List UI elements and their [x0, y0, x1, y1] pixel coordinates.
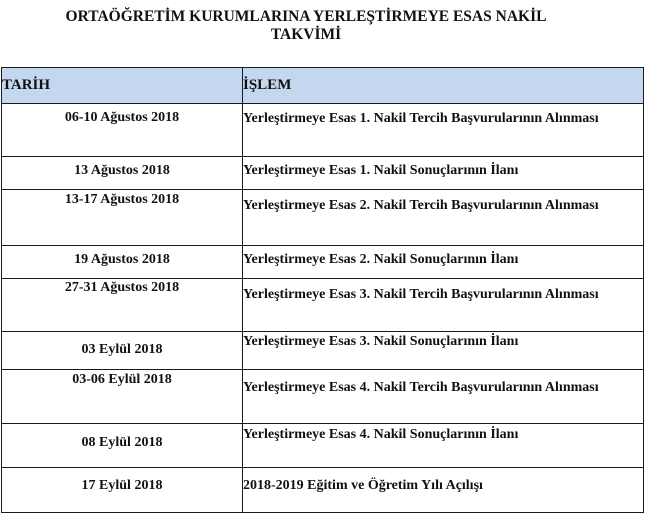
table-row — [2, 157, 644, 190]
date-cell: 03 Eylül 2018 — [2, 332, 243, 370]
date-cell: 06-10 Ağustos 2018 — [2, 104, 243, 157]
date-cell: 17 Eylül 2018 — [2, 468, 243, 513]
document-title-line-1: ORTAÖĞRETİM KURUMLARINA YERLEŞTİRMEYE ESAS NAKİL — [65, 8, 547, 25]
table-row — [2, 468, 644, 513]
document-title — [40, 8, 572, 44]
date-cell: 19 Ağustos 2018 — [2, 246, 243, 279]
operation-cell: Yerleştirmeye Esas 1. Nakil Sonuçlarının İlanı — [243, 157, 644, 190]
table-row — [2, 104, 644, 157]
table-row — [2, 424, 644, 468]
column-header-date: TARİH — [2, 68, 243, 104]
operation-cell: Yerleştirmeye Esas 4. Nakil Tercih Başvurularının Alınması — [243, 370, 644, 424]
date-cell: 13 Ağustos 2018 — [2, 157, 243, 190]
table-header-row — [2, 68, 644, 104]
table-row — [2, 279, 644, 332]
date-cell: 03-06 Eylül 2018 — [2, 370, 243, 424]
operation-cell: Yerleştirmeye Esas 2. Nakil Sonuçlarının İlanı — [243, 246, 644, 279]
table-row — [2, 190, 644, 246]
operation-cell: Yerleştirmeye Esas 2. Nakil Tercih Başvurularının Alınması — [243, 190, 644, 246]
date-cell: 27-31 Ağustos 2018 — [2, 279, 243, 332]
document-title-line-2: TAKVİMİ — [270, 26, 342, 43]
table-row — [2, 246, 644, 279]
column-header-operation: İŞLEM — [243, 68, 644, 104]
transfer-schedule-table — [1, 67, 644, 513]
date-cell: 08 Eylül 2018 — [2, 424, 243, 468]
table-body — [2, 104, 644, 513]
operation-cell: Yerleştirmeye Esas 3. Nakil Sonuçlarının İlanı — [243, 332, 644, 370]
table-row — [2, 332, 644, 370]
date-cell: 13-17 Ağustos 2018 — [2, 190, 243, 246]
operation-cell: Yerleştirmeye Esas 4. Nakil Sonuçlarının İlanı — [243, 424, 644, 468]
table-header — [2, 68, 644, 104]
operation-cell: Yerleştirmeye Esas 3. Nakil Tercih Başvurularının Alınması — [243, 279, 644, 332]
operation-cell: 2018-2019 Eğitim ve Öğretim Yılı Açılışı — [243, 468, 644, 513]
operation-cell: Yerleştirmeye Esas 1. Nakil Tercih Başvurularının Alınması — [243, 104, 644, 157]
table-row — [2, 370, 644, 424]
